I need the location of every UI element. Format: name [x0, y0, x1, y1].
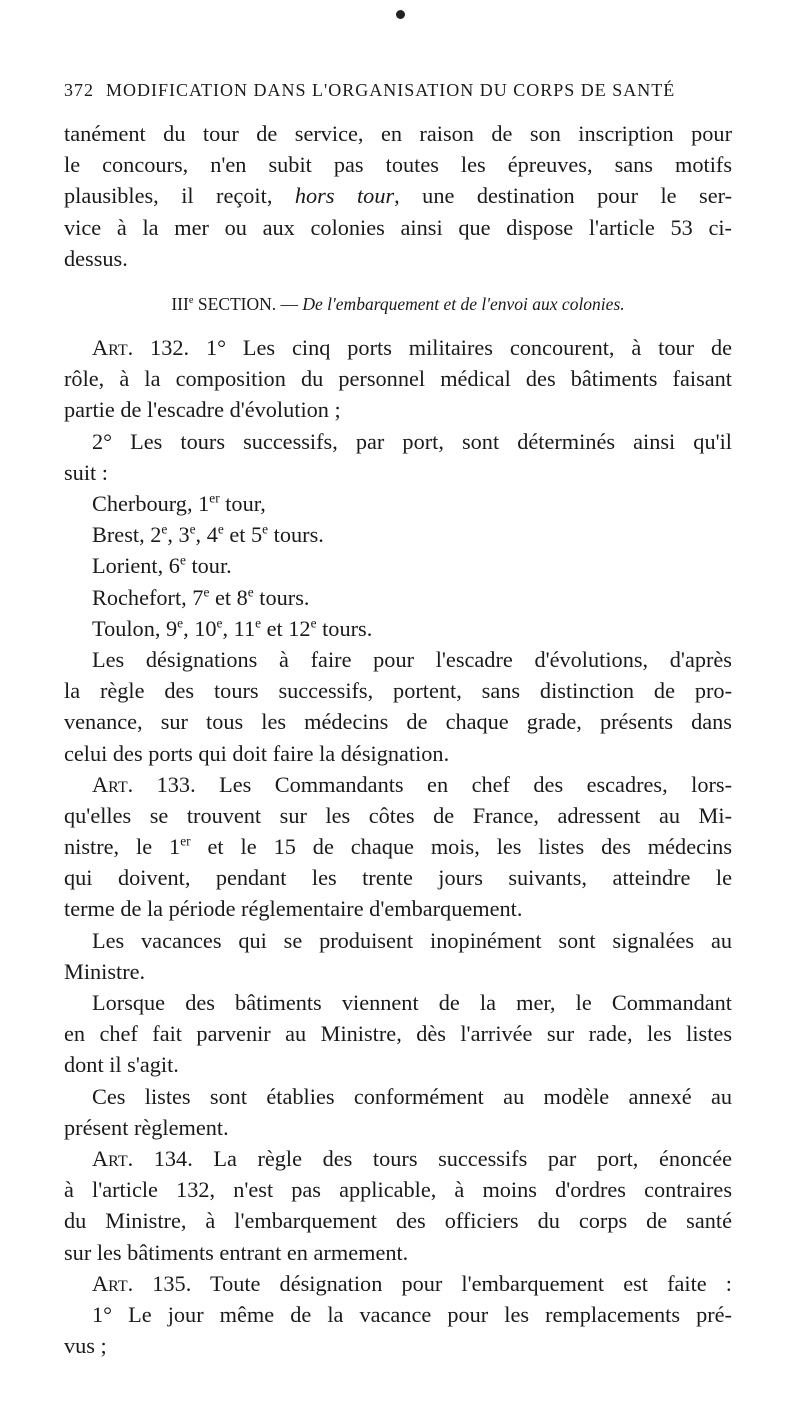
text-line: nistre, le 1er et le 15 de chaque mois, les listes des médecins — [64, 833, 732, 860]
text-line: à l'article 132, n'est pas applicable, à moins d'ordres contraires — [64, 1177, 732, 1203]
section-heading: IIIe SECTION. — De l'embarquement et de l'envoi aux colonies. — [171, 293, 625, 314]
text-line: venance, sur tous les médecins de chaque grade, présents dans — [64, 709, 732, 735]
text-line: terme de la période réglementaire d'embarquement. — [64, 896, 523, 922]
article-label: Art. 132. — [92, 334, 190, 360]
text-line: la règle des tours successifs, portent, sans distinction de pro- — [64, 678, 732, 704]
text-line: tanément du tour de service, en raison de son inscription pour — [64, 121, 732, 146]
text-line: sur les bâtiments entrant en armement. — [64, 1239, 409, 1265]
page-number: 372 — [64, 80, 94, 100]
text-line: suit : — [64, 459, 108, 485]
port-brest: Brest, 2e, 3e, 4e et 5e tours. — [92, 521, 324, 548]
text-line: en chef fait parvenir au Ministre, dès l'arrivée sur rade, les listes — [64, 1021, 732, 1047]
text-line: Les désignations à faire pour l'escadre d'évolutions, d'après — [92, 646, 732, 672]
article-134: Art. 134. La règle des tours successifs par port, énoncée — [92, 1146, 732, 1172]
article-135: Art. 135. Toute désignation pour l'embarquement est faite : — [92, 1270, 732, 1296]
text-line: le concours, n'en subit pas toutes les épreuves, sans motifs — [64, 152, 732, 178]
text-line: Les vacances qui se produisent inopinément sont signalées au — [92, 927, 732, 953]
article-133: Art. 133. Les Commandants en chef des escadres, lors- — [92, 771, 732, 797]
text-line: qui doivent, pendant les trente jours suivants, atteindre le — [64, 865, 732, 891]
text-line: dont il s'agit. — [64, 1052, 179, 1078]
port-toulon: Toulon, 9e, 10e, 11e et 12e tours. — [92, 615, 373, 641]
text-line: Ministre. — [64, 958, 146, 984]
italic-phrase: hors tour — [294, 183, 395, 209]
page-body — [64, 118, 732, 1361]
text-line: qu'elles se trouvent sur les côtes de France, adressent au Mi- — [64, 802, 732, 828]
port-cherbourg: Cherbourg, 1er tour, — [92, 490, 266, 516]
running-header — [64, 80, 732, 110]
text-line: 1° Le jour même de la vacance pour les remplacements pré- — [92, 1301, 732, 1327]
article-132: Art. 132. 1° Les cinq ports militaires concourent, à tour de — [92, 334, 732, 360]
article-label: Art. 133. — [92, 771, 196, 797]
text-line: vice à la mer ou aux colonies ainsi que dispose l'article 53 ci- — [64, 214, 732, 240]
ink-dot — [396, 10, 405, 19]
text-line: celui des ports qui doit faire la désignation. — [64, 740, 450, 766]
text-line: Ces listes sont établies conformément au modèle annexé au — [92, 1083, 732, 1109]
text-line: rôle, à la composition du personnel médical des bâtiments faisant — [64, 366, 732, 392]
text-line: partie de l'escadre d'évolution ; — [64, 397, 341, 423]
port-lorient: Lorient, 6e tour. — [92, 552, 232, 579]
running-title: MODIFICATION DANS L'ORGANISATION DU CORPS DE SANTÉ — [106, 80, 676, 100]
article-label: Art. 134. — [92, 1146, 193, 1172]
text-line: 2° Les tours successifs, par port, sont déterminés ainsi qu'il — [92, 428, 732, 454]
port-rochefort: Rochefort, 7e et 8e tours. — [92, 584, 310, 610]
article-label: Art. 135. — [92, 1270, 192, 1296]
text-line: du Ministre, à l'embarquement des officiers du corps de santé — [64, 1208, 732, 1234]
text-line: Lorsque des bâtiments viennent de la mer, le Commandant — [92, 990, 732, 1016]
text-line: plausibles, il reçoit, hors tour, une destination pour le ser- — [64, 183, 732, 209]
text-line: dessus. — [64, 245, 128, 271]
text-line: vus ; — [64, 1333, 107, 1359]
text-line: présent règlement. — [64, 1114, 229, 1140]
